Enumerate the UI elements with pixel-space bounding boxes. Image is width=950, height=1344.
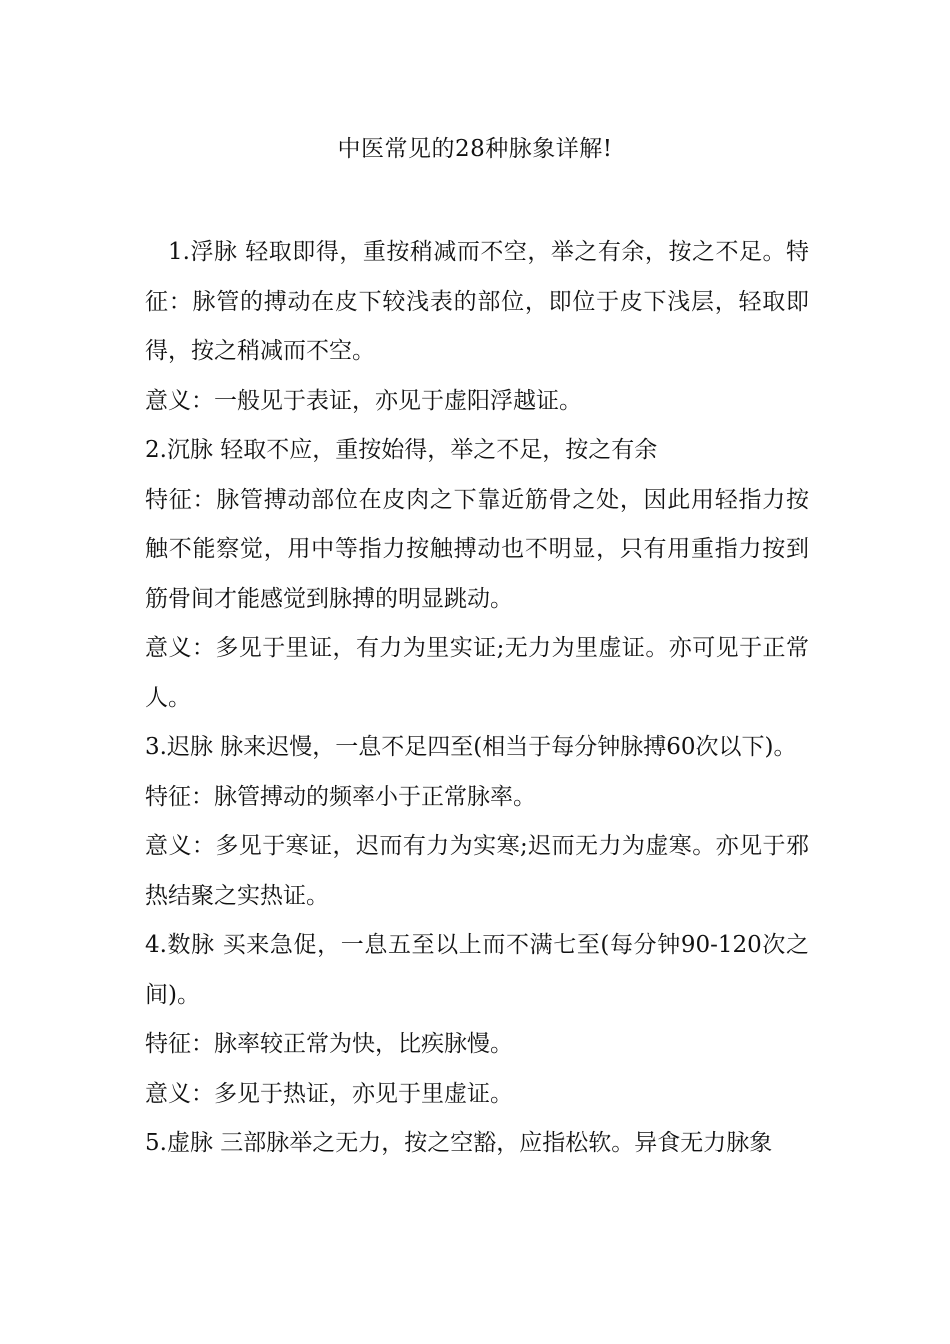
paragraph: 4.数脉 买来急促，一息五至以上而不满七至(每分钟90-120次之间)。 — [145, 932, 809, 1008]
paragraph: 5.虚脉 三部脉举之无力，按之空豁，应指松软。异食无力脉象 — [145, 1130, 773, 1156]
paragraph: 意义：多见于里证，有力为里实证;无力为里虚证。亦可见于正常人。 — [145, 635, 809, 711]
paragraph: 特征：脉管搏动的频率小于正常脉率。 — [145, 783, 536, 810]
paragraph: 意义：多见于寒证，迟而有力为实寒;迟而无力为虚寒。亦见于邪热结聚之实热证。 — [145, 833, 809, 909]
document-title: 中医常见的28种脉象详解! — [337, 136, 613, 162]
paragraph: 特征：脉管搏动部位在皮肉之下靠近筋骨之处，因此用轻指力按触不能察觉，用中等指力按触搏动也不明显，只有用重指力按到筋骨间才能感觉到脉搏的明显跳动。 — [145, 486, 809, 612]
paragraph: 2.沉脉 轻取不应，重按始得，举之不足，按之有余 — [145, 437, 658, 463]
paragraph: 特征：脉率较正常为快，比疾脉慢。 — [145, 1031, 513, 1057]
paragraph: 意义：多见于热证，亦见于里虚证。 — [145, 1080, 513, 1107]
paragraph: 3.迟脉 脉来迟慢，一息不足四至(相当于每分钟脉搏60次以下)。 — [145, 734, 797, 760]
document-body — [145, 228, 809, 1169]
paragraph: 1.浮脉 轻取即得，重按稍减而不空，举之有余，按之不足。特征：脉管的搏动在皮下较浅表的部位，即位于皮下浅层，轻取即得，按之稍减而不空。 — [145, 239, 809, 364]
paragraph: 意义：一般见于表证，亦见于虚阳浮越证。 — [145, 387, 582, 414]
